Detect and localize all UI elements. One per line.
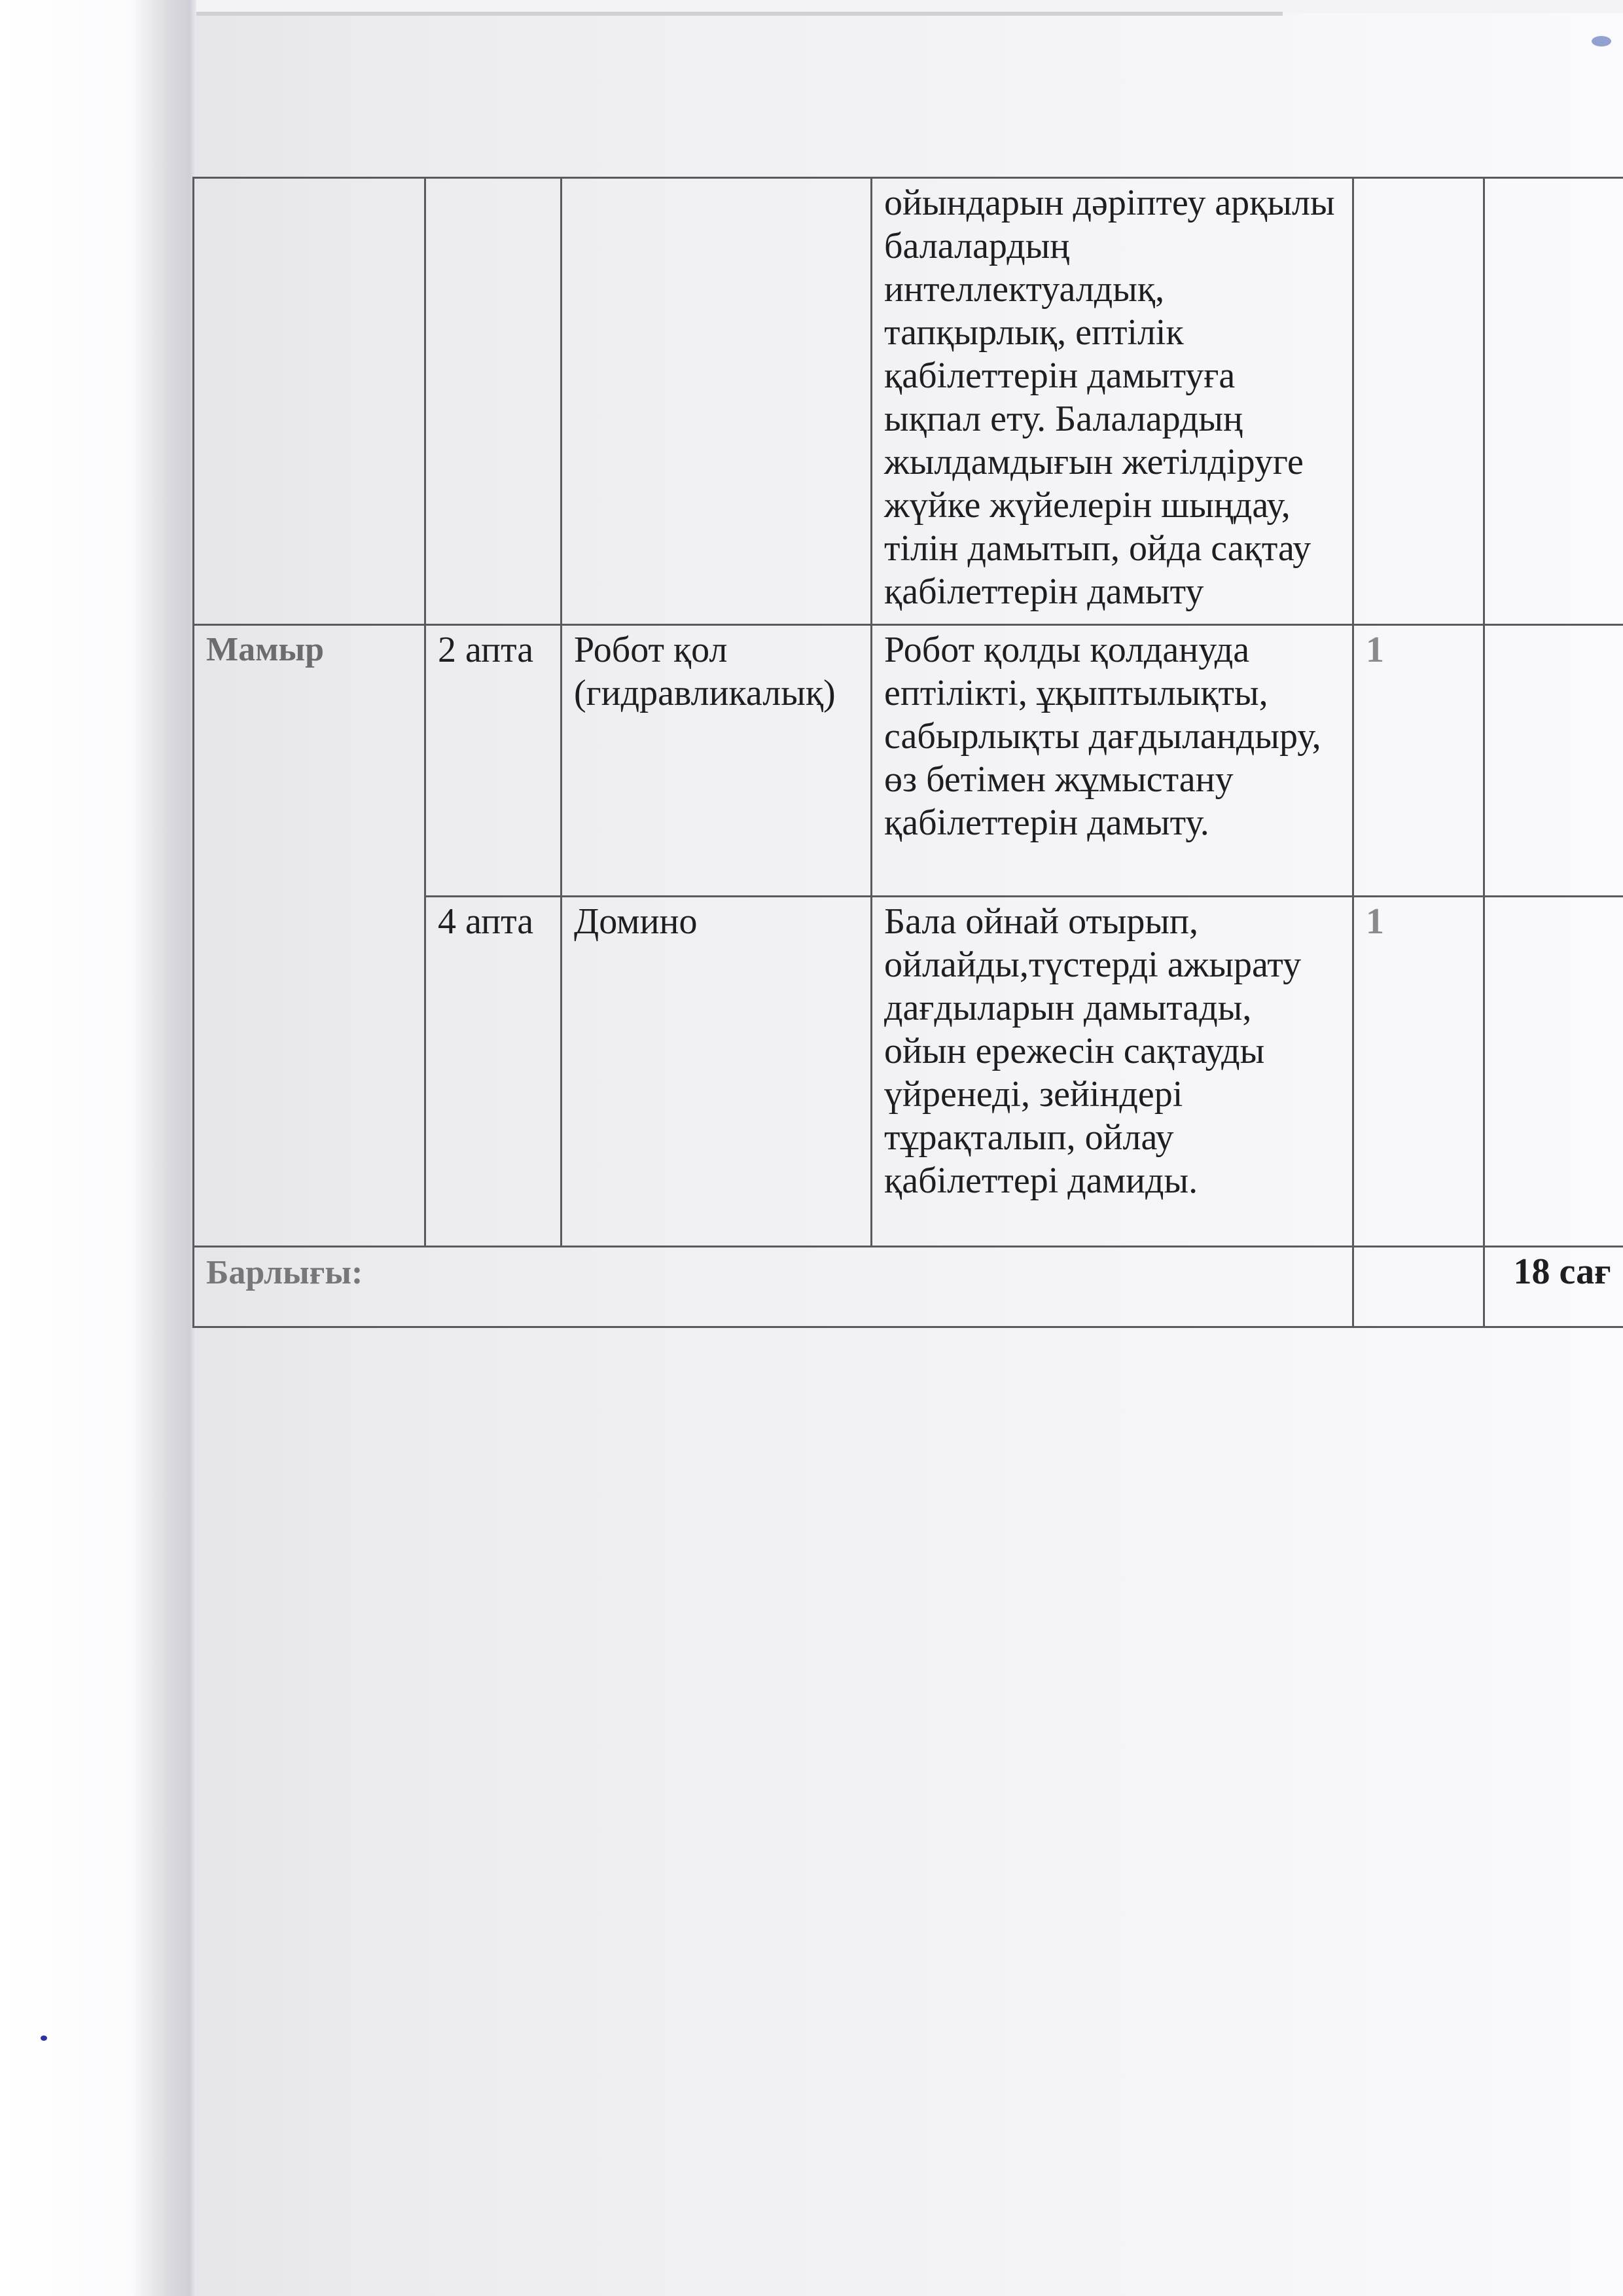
cell-extra (1484, 625, 1623, 897)
total-label-cell (194, 1247, 1353, 1327)
table-row-total (194, 1247, 1623, 1327)
cell-goal-continued: ойындарын дәріптеу арқылы балалардың интеллектуалдық, тапқырлық, ептілік қабілеттерін дамытуға ықпал ету. Балалардың жылдамдығын жетілдіруге жүйке жүйелерін шыңдау, тілін дамытып, ойда сақтау қабілеттерін дамыту (872, 178, 1353, 625)
total-label: Барлығы: (206, 1254, 363, 1291)
cell-goal: Бала ойнай отырып, ойлайды,түстерді ажырату дағдыларын дамытады, ойын ережесін сақтауды үйренеді, зейіндері тұрақталып, ойлау қабілеттері дамиды. (872, 897, 1353, 1247)
table-row (194, 625, 1623, 897)
cell-hours: 1 (1353, 625, 1484, 897)
scan-left-shadow (0, 0, 196, 2296)
ink-mark-icon (1592, 36, 1611, 46)
cell-extra-empty (1484, 178, 1623, 625)
cell-extra (1484, 897, 1623, 1247)
lesson-plan-table (192, 177, 1623, 1328)
cell-hours: 1 (1353, 897, 1484, 1247)
cell-title: Робот қол (гидравликалық) (562, 625, 872, 897)
cell-week: 4 апта (425, 897, 562, 1247)
cell-week: 2 апта (425, 625, 562, 897)
cell-goal: Робот қолды қолдануда ептілікті, ұқыптылықты, сабырлықты дағдыландыру, өз бетімен жұмыстану қабілеттерін дамыту. (872, 625, 1353, 897)
total-spacer-cell (1353, 1247, 1484, 1327)
ink-dot-icon (41, 2036, 47, 2041)
cell-week-empty (425, 178, 562, 625)
cell-month: Мамыр (194, 625, 425, 1247)
cell-hours-empty (1353, 178, 1484, 625)
total-value: 18 сағ (1484, 1247, 1623, 1327)
cell-month-empty (194, 178, 425, 625)
table-row-continued (194, 178, 1623, 625)
cell-title: Домино (562, 897, 872, 1247)
page-top-edge (196, 12, 1283, 16)
cell-title-empty (562, 178, 872, 625)
